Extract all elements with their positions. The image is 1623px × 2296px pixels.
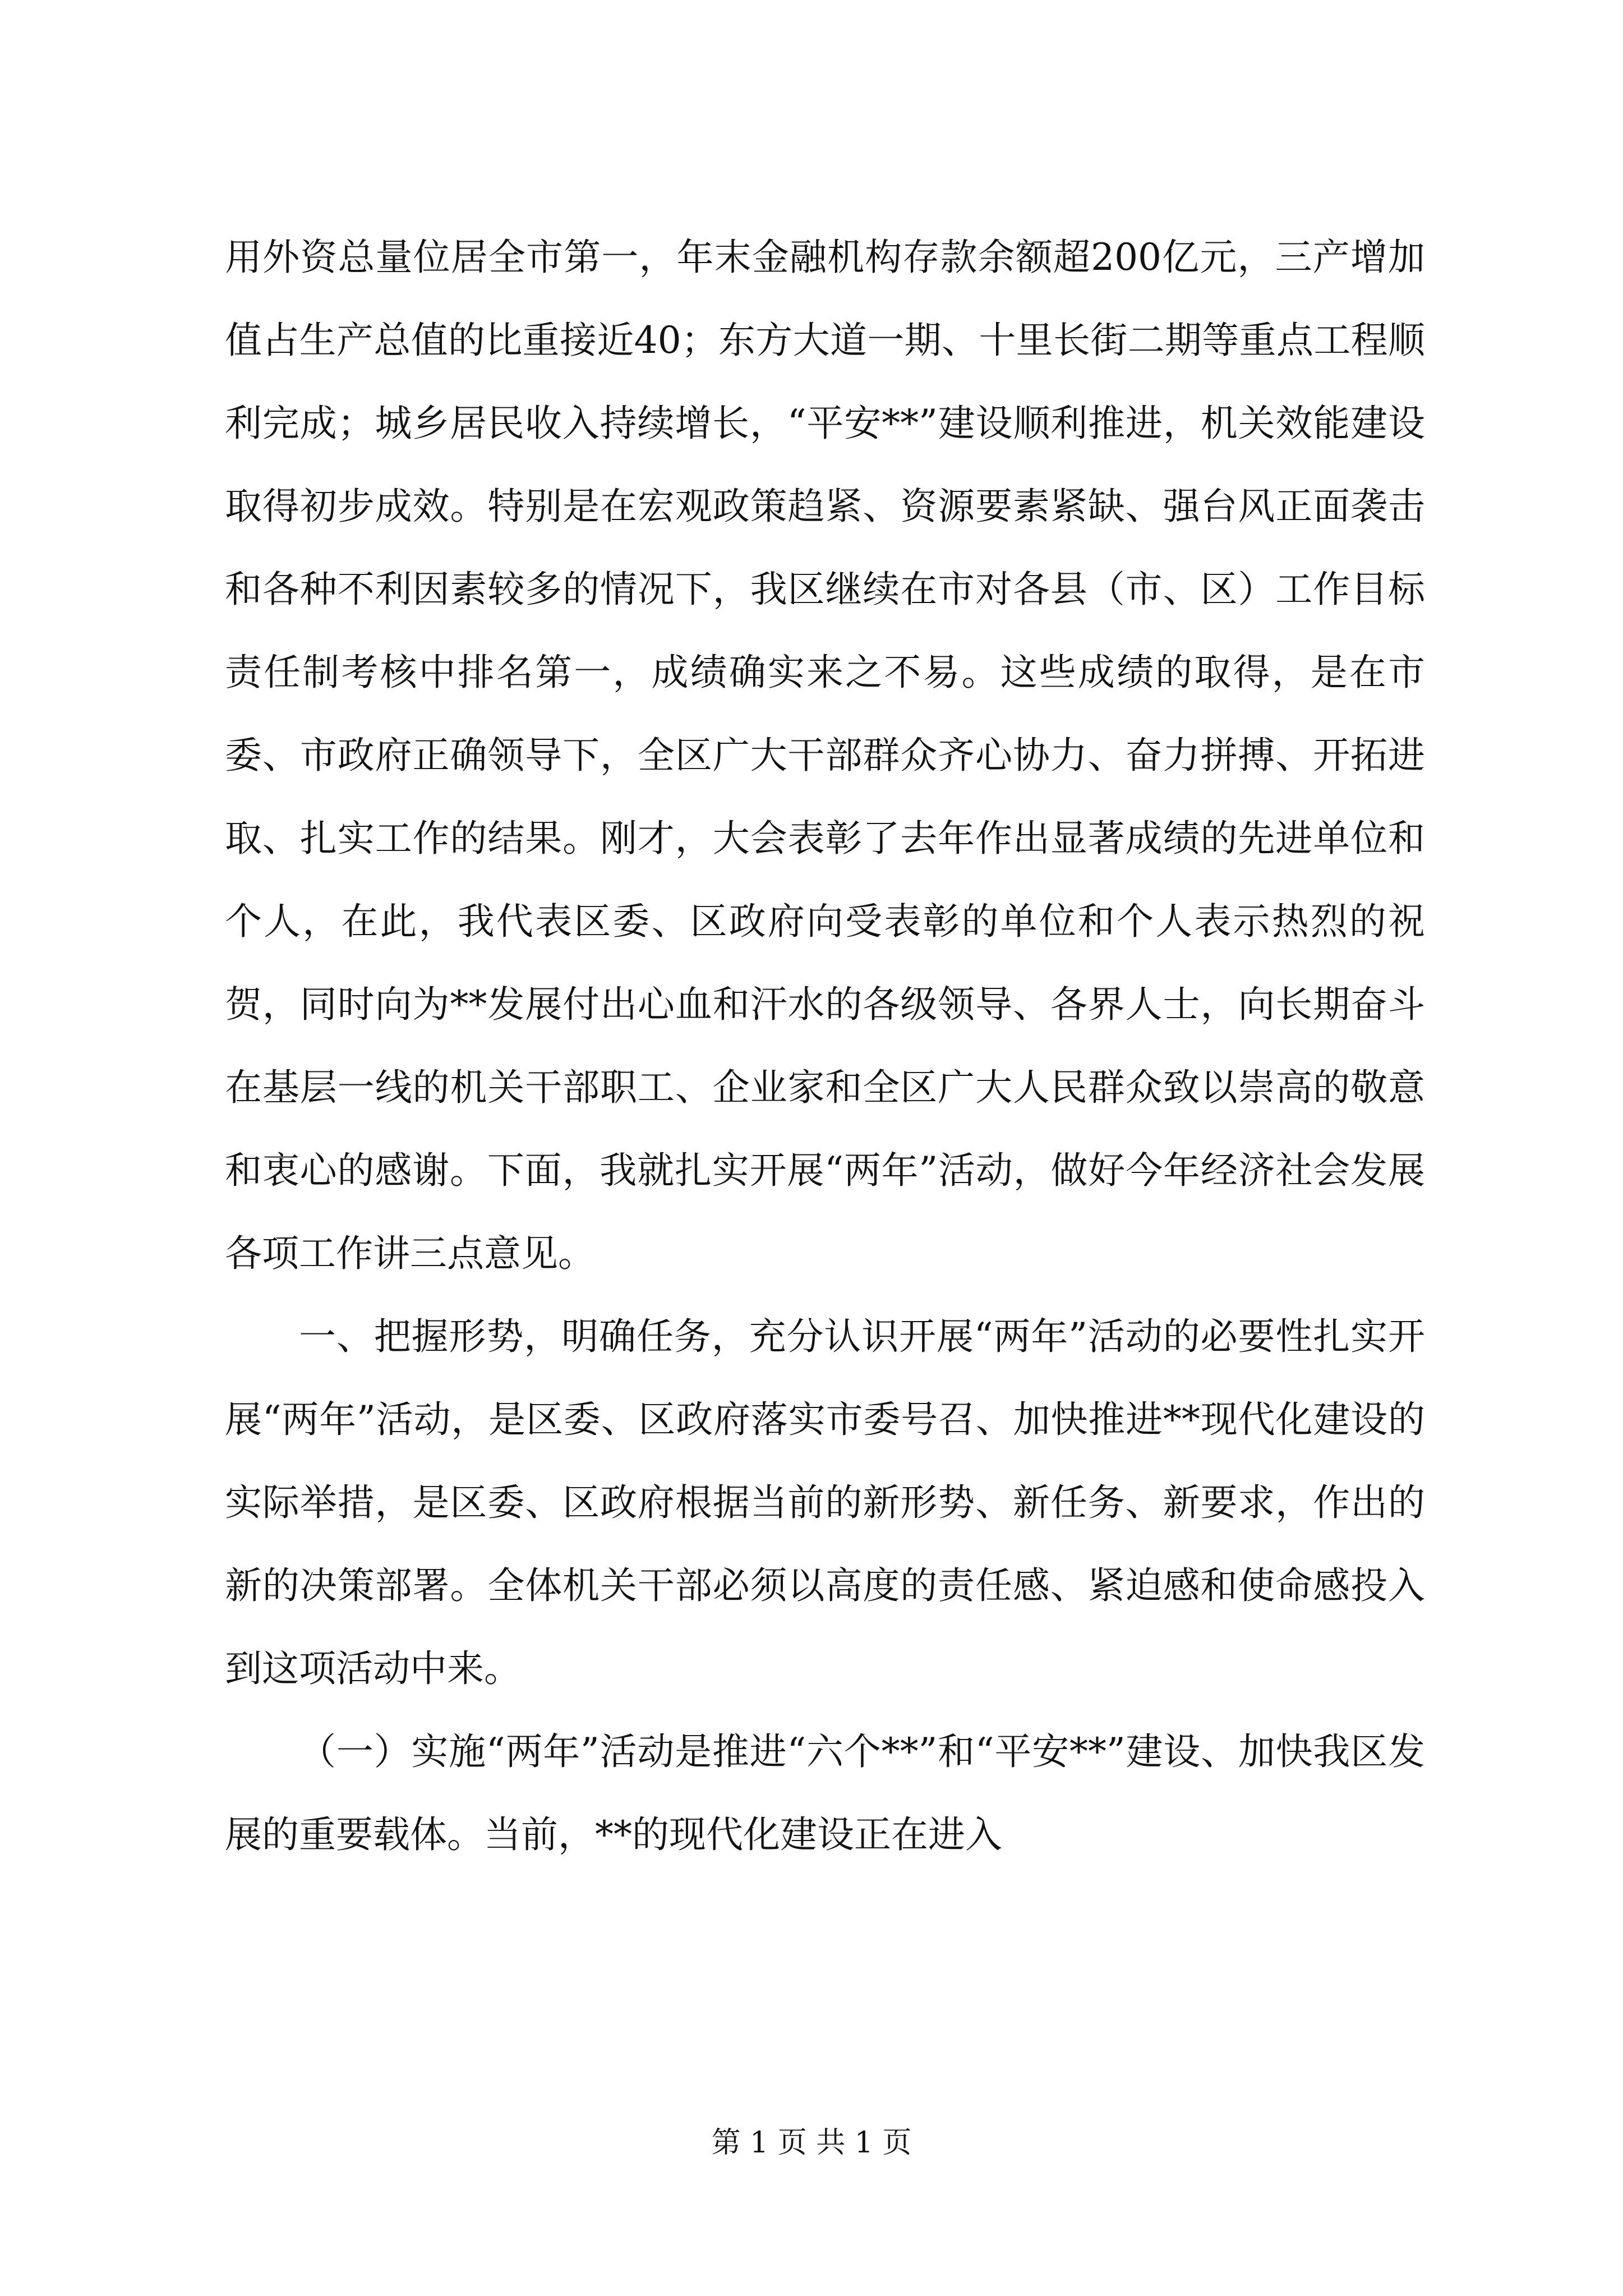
paragraph-2: 一、把握形势，明确任务，充分认识开展“两年”活动的必要性扎实开展“两年”活动，是区委、区政府落实市委号召、加快推进**现代化建设的实际举措，是区委、区政府根据当前的新形势、新任务、新要求，作出的新的决策部署。全体机关干部必须以高度的责任感、紧迫感和使命感投入到这项活动中来。 — [225, 1315, 1425, 1690]
paragraph-3: （一）实施“两年”活动是推进“六个**”和“平安**”建设、加快我区发展的重要载体。当前，**的现代化建设正在进入 — [225, 1730, 1425, 1856]
paragraph-1: 用外资总量位居全市第一，年末金融机构存款余额超200亿元，三产增加值占生产总值的比重接近40；东方大道一期、十里长街二期等重点工程顺利完成；城乡居民收入持续增长，“平安**”建设顺利推进，机关效能建设取得初步成效。特别是在宏观政策趋紧、资源要素紧缺、强台风正面袭击和各种不利因素较多的情况下，我区继续在市对各县（市、区）工作目标责任制考核中排名第一，成绩确实来之不易。这些成绩的取得，是在市委、市政府正确领导下，全区广大干部群众齐心协力、奋力拼搏、开拓进取、扎实工作的结果。刚才，大会表彰了去年作出显著成绩的先进单位和个人，在此，我代表区委、区政府向受表彰的单位和个人表示热烈的祝贺，同时向为**发展付出心血和汗水的各级领导、各界人士，向长期奋斗在基层一线的机关干部职工、企业家和全区广大人民群众致以崇高的敬意和衷心的感谢。下面，我就扎实开展“两年”活动，做好今年经济社会发展各项工作讲三点意见。 — [225, 236, 1425, 1275]
document-body — [225, 216, 1425, 1876]
page-footer: 第 1 页 共 1 页 — [711, 2126, 912, 2160]
